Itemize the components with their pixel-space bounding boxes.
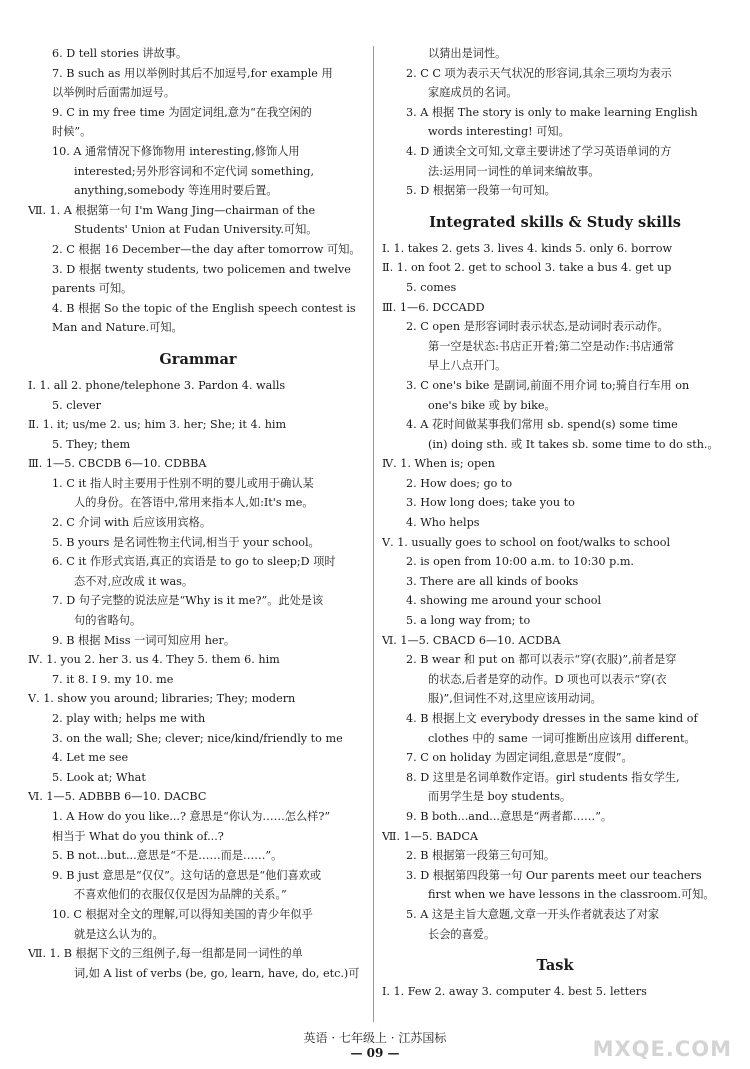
answer-line: first when we have lessons in the classroom.可知。 [428, 888, 715, 902]
answer-line: 词,如 A list of verbs (be, go, learn, have, do, etc.)可 [74, 966, 360, 980]
answer-line: 3. on the wall; She; clever; nice/kind/friendly to me [52, 731, 343, 745]
answer-line: 2. C open 是形容词时表示状态,是动词时表示动作。 [406, 320, 669, 334]
section-heading: Task [536, 957, 574, 975]
section-heading: Grammar [159, 350, 237, 368]
answer-line: 2. B 根据第一段第三句可知。 [406, 849, 556, 863]
answer-line: Ⅱ. 1. it; us/me 2. us; him 3. her; She; it 4. him [28, 418, 287, 432]
answer-line: Ⅵ. 1—5. CBACD 6—10. ACDBA [382, 633, 561, 647]
answer-line: 不喜欢他们的衣服仅仅是因为品牌的关系。” [74, 888, 287, 902]
answer-line: Ⅵ. 1—5. ADBBB 6—10. DACBC [28, 790, 207, 804]
answer-line: 3. There are all kinds of books [406, 574, 579, 588]
answer-line: 8. D 这里是名词单数作定语。girl students 指女学生, [406, 770, 680, 784]
answer-line: 6. D tell stories 讲故事。 [52, 47, 188, 60]
answer-line: 2. B wear 和 put on 都可以表示“穿(衣服)”,前者是穿 [406, 653, 677, 667]
answer-line: 4. B 根据上文 everybody dresses in the same kind of [406, 712, 698, 725]
answer-line: 10. C 根据对全文的理解,可以得知美国的青少年似乎 [52, 907, 313, 921]
answer-line: 而男学生是 boy students。 [428, 790, 572, 804]
answer-line: 2. is open from 10:00 a.m. to 10:30 p.m. [406, 555, 634, 569]
answer-line: 长会的喜爱。 [428, 927, 496, 941]
answer-line: 2. C 介词 with 后应该用宾格。 [52, 516, 212, 530]
answer-line: 5. comes [406, 280, 457, 294]
answer-line: 态不对,应改成 it was。 [74, 574, 194, 588]
answer-line: 9. B 根据 Miss 一词可知应用 her。 [52, 633, 236, 647]
answer-line: 7. it 8. I 9. my 10. me [52, 672, 174, 686]
answer-line: clothes 中的 same 一词可推断出应该用 different。 [428, 731, 696, 745]
answer-line: Ⅲ. 1—5. CBCDB 6—10. CDBBA [28, 457, 207, 471]
answer-line: 7. B such as 用以举例时其后不加逗号,for example 用 [52, 66, 333, 80]
answer-line: Man and Nature.可知。 [52, 321, 183, 335]
answer-line: 1. A How do you like...? 意思是“你认为……怎么样?” [52, 809, 331, 823]
answer-line: 4. showing me around your school [406, 594, 602, 608]
answer-line: one's bike 或 by bike。 [428, 398, 556, 412]
answer-line: 9. B just 意思是“仅仅”。这句话的意思是“他们喜欢或 [52, 868, 322, 882]
answer-line: 5. They; them [52, 437, 131, 451]
answer-line: words interesting! 可知。 [428, 125, 570, 139]
answer-line: 相当于 What do you think of...? [52, 829, 224, 843]
answer-line: 法:运用同一词性的单词来编故事。 [428, 164, 600, 178]
answer-line: Ⅲ. 1—6. DCCADD [382, 300, 485, 314]
answer-line: 6. C it 作形式宾语,真正的宾语是 to go to sleep;D 项时 [52, 555, 336, 569]
answer-line: Ⅴ. 1. usually goes to school on foot/walks to school [382, 535, 671, 549]
answer-line: 3. How long does; take you to [406, 496, 575, 510]
answer-line: 4. B 根据 So the topic of the English speech contest is [52, 301, 356, 315]
answer-line: 3. A 根据 The story is only to make learning English [406, 105, 698, 119]
answer-line: 3. D 根据第四段第一句 Our parents meet our teachers [406, 868, 702, 882]
answer-line: 4. A 花时间做某事我们常用 sb. spend(s) some time [406, 418, 678, 432]
answer-line: anything,somebody 等连用时要后置。 [74, 184, 278, 198]
answer-line: Ⅶ. 1. A 根据第一句 I'm Wang Jing—chairman of the [28, 203, 316, 217]
answer-line: 9. B both...and...意思是“两者都……”。 [406, 809, 613, 823]
answer-line: Ⅶ. 1. B 根据下文的三组例子,每一组都是同一词性的单 [28, 947, 303, 961]
answer-line: 1. C it 指人时主要用于性别不明的婴儿或用于确认某 [52, 476, 314, 490]
answer-line: Ⅰ. 1. all 2. phone/telephone 3. Pardon 4. walls [28, 378, 286, 392]
answer-line: 3. D 根据 twenty students, two policemen and twelve [52, 262, 351, 276]
book-label: 英语 · 七年级上 · 江苏国标 [303, 1031, 447, 1045]
answer-line: 2. How does; go to [406, 476, 513, 490]
answer-line: Ⅴ. 1. show you around; libraries; They; modern [28, 692, 296, 706]
answer-line: 就是这么认为的。 [74, 927, 164, 941]
answer-line: 9. C in my free time 为固定词组,意为“在我空闲的 [52, 105, 312, 119]
answer-line: 早上八点开门。 [428, 359, 507, 373]
answer-line: Ⅳ. 1. you 2. her 3. us 4. They 5. them 6. him [28, 653, 280, 667]
watermark-logo: MXQE.COM [592, 1037, 732, 1061]
right-answer-column [382, 44, 728, 1002]
answer-line: 句的省略句。 [74, 614, 142, 628]
answer-line: interested;另外形容词和不定代词 something, [74, 164, 314, 178]
answer-line: parents 可知。 [52, 282, 133, 296]
answer-line: 2. C C 项为表示天气状况的形容词,其余三项均为表示 [406, 66, 672, 80]
answer-line: 时候”。 [52, 125, 92, 139]
answer-line: Ⅱ. 1. on foot 2. get to school 3. take a bus 4. get up [382, 261, 672, 275]
answer-line: 以举例时后面需加逗号。 [52, 86, 176, 100]
answer-line: 4. Who helps [406, 516, 480, 530]
answer-line: Ⅰ. 1. Few 2. away 3. computer 4. best 5. letters [382, 985, 647, 999]
answer-line: 5. B not...but...意思是“不是……而是……”。 [52, 849, 283, 863]
page-number: — 09 — [350, 1046, 400, 1060]
answer-line: 第一空是状态:书店正开着;第二空是动作:书店通常 [428, 339, 675, 353]
left-answer-column [28, 44, 368, 983]
answer-line: 的状态,后者是穿的动作。D 项也可以表示“穿(衣 [428, 672, 667, 686]
answer-line: 5. B yours 是名词性物主代词,相当于 your school。 [52, 535, 320, 549]
answer-line: 3. C one's bike 是副词,前面不用介词 to;骑自行车用 on [406, 378, 690, 392]
answer-line: 4. D 通读全文可知,文章主要讲述了学习英语单词的方 [406, 144, 672, 158]
answer-line: 2. play with; helps me with [52, 712, 206, 725]
answer-line: Ⅶ. 1—5. BADCA [382, 829, 478, 843]
answer-line: 5. a long way from; to [406, 614, 531, 628]
answer-line: 家庭成员的名词。 [428, 86, 518, 100]
answer-line: 10. A 通常情况下修饰物用 interesting,修饰人用 [52, 144, 300, 158]
answer-line: Students' Union at Fudan University.可知。 [74, 223, 318, 237]
answer-line: 5. clever [52, 398, 101, 412]
answer-line: 人的身份。在答语中,常用来指本人,如:It's me。 [74, 496, 314, 510]
answer-line: 4. Let me see [52, 751, 129, 765]
answer-line: 7. D 句子完整的说法应是“Why is it me?”。此处是该 [52, 594, 324, 608]
answer-line: Ⅳ. 1. When is; open [382, 457, 495, 471]
answer-line: 以猜出是词性。 [428, 47, 507, 60]
section-heading: Integrated skills & Study skills [429, 213, 681, 231]
answer-line: 服)”,但词性不对,这里应该用动词。 [428, 692, 602, 706]
answer-line: 2. C 根据 16 December—the day after tomorrow 可知。 [52, 242, 361, 256]
answer-line: Ⅰ. 1. takes 2. gets 3. lives 4. kinds 5. only 6. borrow [382, 241, 673, 255]
column-divider [373, 46, 374, 1022]
answer-line: 5. A 这是主旨大意题,文章一开头作者就表达了对家 [406, 907, 660, 921]
answer-line: 5. D 根据第一段第一句可知。 [406, 184, 556, 198]
answer-line: 5. Look at; What [52, 770, 146, 784]
answer-line: (in) doing sth. 或 It takes sb. some time to do sth.。 [428, 437, 719, 451]
answer-line: 7. C on holiday 为固定词组,意思是“度假”。 [406, 751, 633, 765]
